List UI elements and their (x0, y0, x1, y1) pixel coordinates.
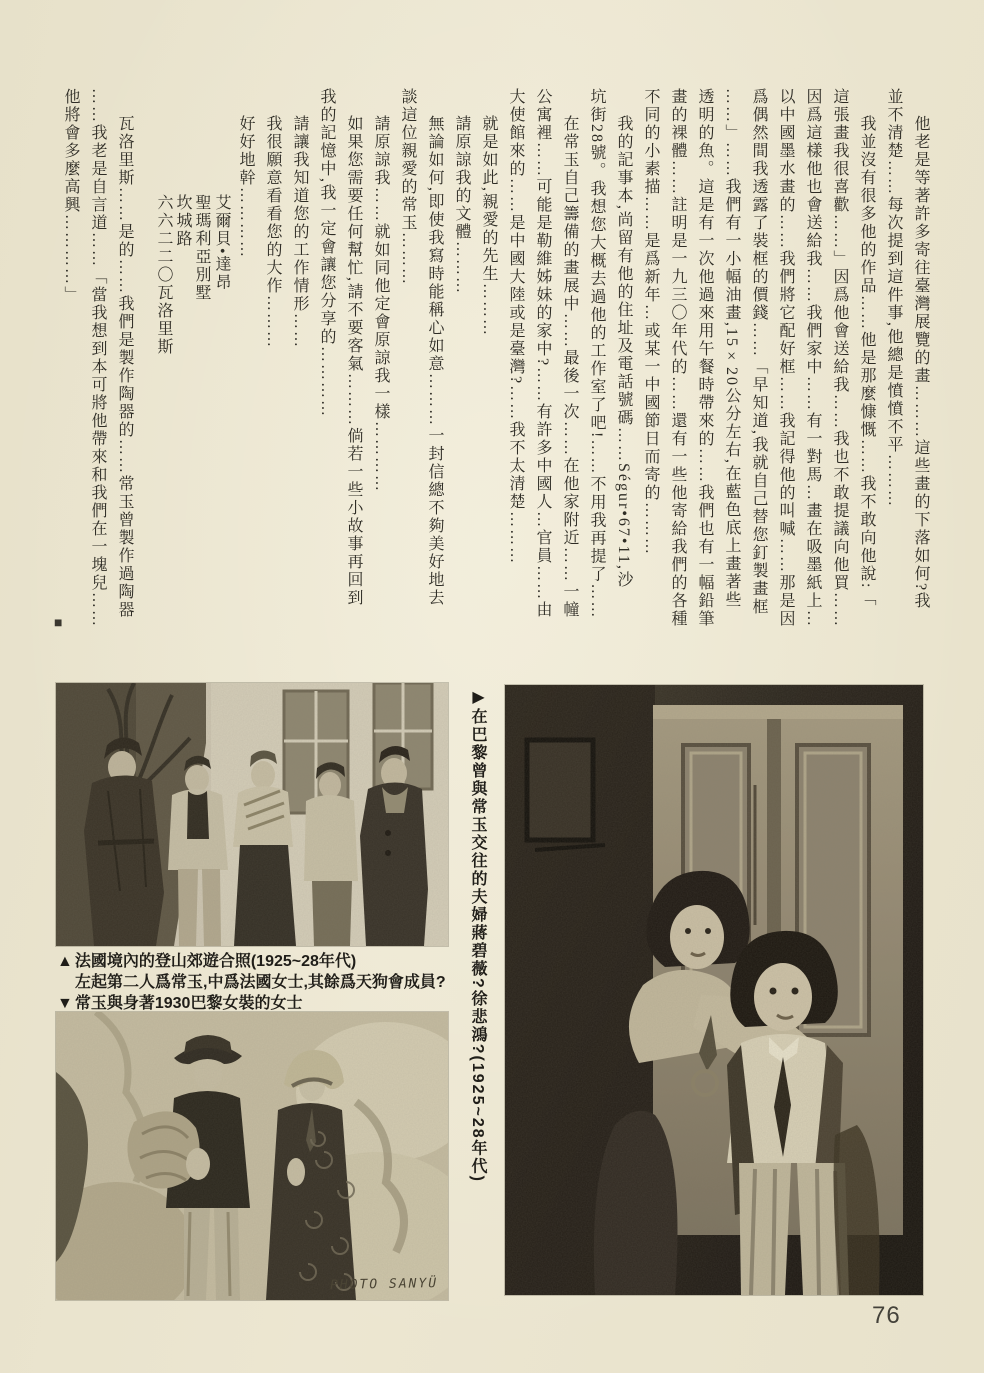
text-column: 透明的魚。這是有一次他過來用午餐時帶來的……我們也有一幅鉛筆 (696, 88, 713, 628)
caption-text: 常玉與身著1930巴黎女裝的女士 (74, 995, 303, 1012)
address-column: 聖瑪利亞別墅 (193, 194, 210, 302)
sanyu-couple-photo (56, 1012, 448, 1300)
caption-text: 左起第二人爲常玉,中爲法國女士,其餘爲天狗會成員? (75, 974, 446, 991)
text-column: 並不清楚……每次提到這件事,他總是憤憤不平……… (885, 88, 902, 508)
group-photo-illustration (56, 683, 448, 946)
text-column: 這張畫我很喜歡……」因爲他會送給我……我也不敢提議向他買…… (831, 88, 848, 628)
text-column: 在常玉自己籌備的畫展中……最後一次……在他家附近……一幢 (561, 115, 578, 619)
text-column: 瓦洛里斯……是的……我們是製作陶器的……常玉曾製作過陶器 (116, 115, 133, 619)
text-column: 我很願意看看您的大作……… (264, 115, 281, 349)
photo-captions (57, 951, 477, 1014)
text-column: 好好地幹………… (237, 115, 254, 259)
text-column: 無論如何,即使我寫時能稱心如意………一封信總不夠美好地去 (426, 115, 443, 607)
text-column: 他將會多麼高興…………」 (62, 88, 79, 304)
caption-text: 法國境內的登山郊遊合照(1925~28年代) (74, 953, 357, 970)
text-column: 請讓我知道您的工作情形…… (291, 115, 308, 349)
text-column: 大使館來的……是中國大陸或是臺灣?……我不太清楚……… (507, 88, 524, 566)
triangle-up-icon: ▲ (57, 953, 73, 970)
text-column: 爲偶然間我透露了裝框的價錢……「早知道,我就自己替您釘製畫框 (750, 88, 767, 616)
text-column: ……」……我們有一小幅油畫,15×20公分左右,在藍色底上畫著些 (723, 88, 740, 609)
text-column: 以中國墨水畫的……我們將它配好框……我記得他的叫喊……那是因 (777, 88, 794, 628)
text-column: 因爲這樣他也會送給我……我們家中……有一對馬…畫在吸墨紙上… (804, 88, 821, 628)
text-column: ……我老是自言道……「當我想到本可將他帶來和我們在一塊兒…… (89, 88, 106, 628)
photo-credit-text: PHOTO SANYÜ (329, 1276, 439, 1293)
couple-at-door-photo (505, 685, 923, 1295)
right-photo-caption (466, 687, 489, 1287)
text-column: 他老是等著許多寄往臺灣展覽的畫………這些畫的下落如何?我 (912, 115, 929, 611)
text-column: 如果您需要任何幫忙,請不要客氣………倘若一些小故事再回到 (345, 115, 362, 607)
address-column: 坎城路 (174, 194, 191, 248)
text-column: 公寓裡……可能是勒維姊妹的家中?……有許多中國人…官員……由 (534, 88, 551, 620)
text-column: 就是如此,親愛的先生……… (480, 115, 497, 337)
text-column: 不同的小素描……是爲新年…或某一中國節日而寄的……… (642, 88, 659, 556)
article-end-mark: ■ (54, 616, 63, 631)
article-vertical-text (57, 88, 934, 676)
text-column: 我的記事本,尚留有他的住址及電話號碼……Ségur•67•11,沙 (615, 115, 632, 589)
triangle-down-icon: ▼ (57, 995, 73, 1012)
group-photo (56, 683, 448, 946)
address-column: 六六二二〇瓦洛里斯 (155, 194, 172, 356)
text-column: 談這位親愛的常玉……… (399, 88, 416, 286)
text-column: 請原諒我……就如同他定會原諒我一樣………… (372, 115, 389, 493)
text-column: 畫的裸體……註明是一九三〇年代的……還有一些他寄給我們的各種 (669, 88, 686, 628)
signature-column: 艾爾貝•達昂 (213, 194, 230, 292)
triangle-right-icon: ▶ (469, 687, 486, 708)
caption-line (57, 951, 477, 972)
text-column: 我並沒有很多他的作品……他是那麼慷慨……我不敢向他說:「 (858, 115, 875, 608)
caption-line (57, 972, 477, 993)
caption-line (57, 993, 477, 1014)
text-column: 請原諒我的文體……… (453, 115, 470, 295)
text-column: 坑街28號。我想您大概去過他的工作室了吧!……不用我再提了…… (588, 88, 605, 620)
couple-photo-illustration (505, 685, 923, 1295)
page-number: 76 (872, 1302, 901, 1329)
sanyu-photo-illustration (56, 1012, 448, 1300)
text-column: 我的記憶中,我一定會讓您分享的………… (318, 88, 335, 418)
caption-text: 在巴黎曾與常玉交往的夫婦蔣碧薇?徐悲鴻?(1925~28年代) (469, 708, 486, 1183)
